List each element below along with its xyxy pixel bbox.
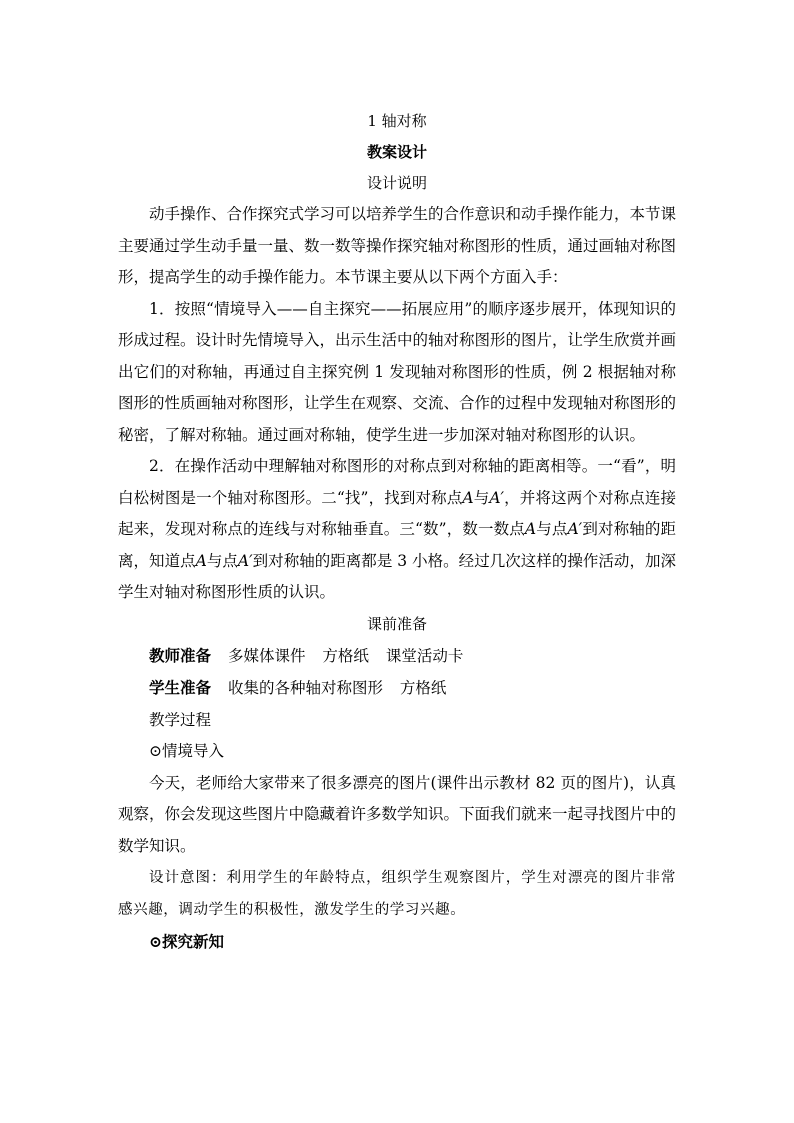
point-2-text: ，并将这两个对称点连接起来，发现对称点的连线与对称轴垂直。三“数”，数一数点 bbox=[118, 488, 676, 538]
design-intent-paragraph: 设计意图：利用学生的年龄特点，组织学生观察图片，学生对漂亮的图片非常感兴趣，调动学生的积极性，激发学生的学习兴趣。 bbox=[118, 870, 676, 918]
point-2-paragraph bbox=[118, 451, 676, 609]
student-prep-item: 方格纸 bbox=[399, 679, 447, 697]
student-prep-label: 学生准备 bbox=[149, 678, 212, 697]
point-2-text: 到对称轴的距离都是 3 小格。经过几次这样的操作活动，加深学生对轴对称图形性质的认识。 bbox=[118, 551, 676, 601]
point-1-paragraph: 1．按照“情境导入——自主探究——拓展应用”的顺序逐步展开，体现知识的形成过程。设计时先情境导入，出示生活中的轴对称图形的图片，让学生欣赏并画出它们的对称轴，再通过自主探究例 1 发现轴对称图形的性质，例 2 根据轴对称图形的性质画轴对称图形，让学生在观察、交流、合作的过程中发现轴对称图形的秘密，了解对称轴。通过画对称轴，使学生进一步加深对轴对称图形的认识。 bbox=[118, 299, 677, 444]
point-a-prime-label: A′ bbox=[567, 520, 583, 538]
point-a-prime-label: A′ bbox=[237, 551, 253, 570]
design-note-heading: 设计说明 bbox=[366, 174, 427, 192]
point-a-prime-label: A′ bbox=[489, 488, 505, 507]
lesson-subtitle: 教案设计 bbox=[366, 143, 427, 161]
teacher-prep-item: 方格纸 bbox=[322, 646, 369, 665]
teacher-prep-row bbox=[118, 640, 676, 673]
teacher-prep-item: 多媒体课件 bbox=[227, 646, 306, 665]
point-a-label: A bbox=[524, 520, 537, 538]
point-2-text: 到对称轴的距离，知道点 bbox=[118, 520, 676, 570]
point-a-label: A bbox=[462, 488, 474, 507]
intro-paragraph: 动手操作、合作探究式学习可以培养学生的合作意识和动手操作能力，本节课主要通过学生动手量一量、数一数等操作探究轴对称图形的性质，通过画轴对称图形，提高学生的动手操作能力。本节课主要从以下两个方面入手： bbox=[118, 205, 677, 286]
document-page bbox=[118, 106, 676, 958]
point-2-text: 与 bbox=[473, 488, 490, 507]
student-prep-item: 收集的各种轴对称图形 bbox=[227, 679, 383, 697]
point-2-text: 与点 bbox=[536, 520, 568, 538]
step-1-paragraph: 今天，老师给大家带来了很多漂亮的图片(课件出示教材 82 页的图片)，认真观察，你会发现这些图片中隐藏着许多数学知识。下面我们就来一起寻找图片中的数学知识。 bbox=[118, 773, 677, 855]
teacher-prep-item: 课堂活动卡 bbox=[385, 646, 464, 665]
process-heading: 教学过程 bbox=[149, 710, 212, 729]
lesson-title: 1 轴对称 bbox=[367, 112, 427, 130]
student-prep-row bbox=[118, 672, 676, 705]
teacher-prep-label: 教师准备 bbox=[149, 645, 212, 665]
point-2-text: 与点 bbox=[206, 551, 238, 570]
point-a-label: A bbox=[195, 551, 207, 570]
point-2-text: 2．在操作活动中理解轴对称图形的对称点到对称轴的距离相等。一“看”，明白松树图是一个轴对称图形。二“找”，找到对称点 bbox=[118, 457, 676, 507]
prep-heading: 课前准备 bbox=[366, 614, 427, 633]
step-2-heading: ⊙探究新知 bbox=[149, 932, 224, 951]
step-1-heading: ⊙情境导入 bbox=[149, 742, 224, 760]
